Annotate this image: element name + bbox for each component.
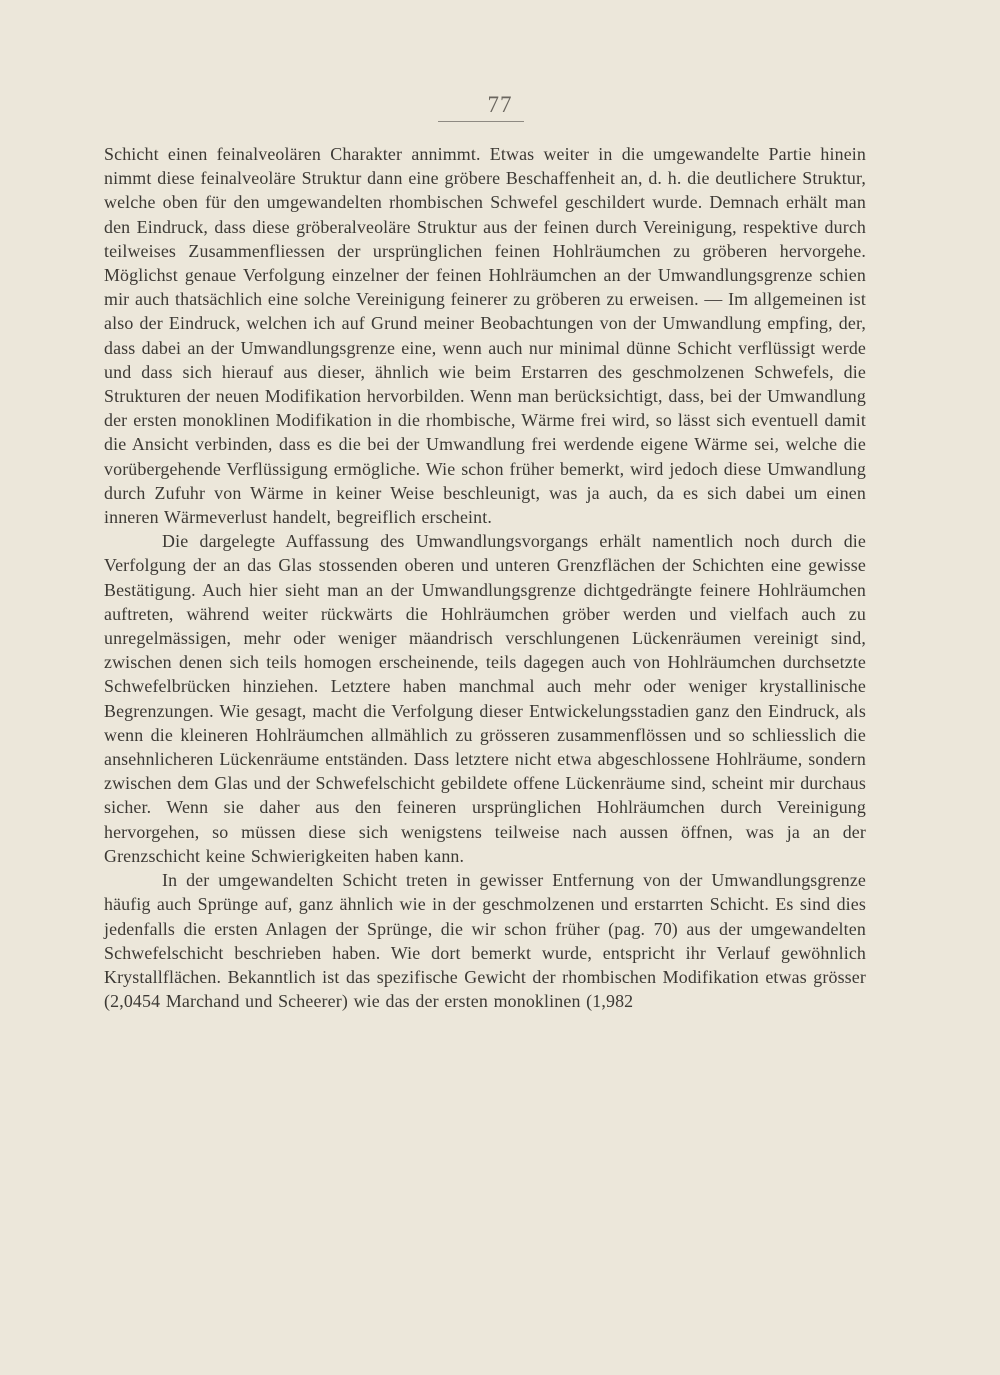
paragraph-2: Die dargelegte Auffassung des Umwandlungsvorgangs erhält namentlich noch durch die Verfolgung der an das Glas stossenden oberen und unteren Grenzflächen der Schichten eine gewisse Bestätigung. Auch hier sieht man an der Umwandlungsgrenze dichtgedrängte feinere Hohlräumchen auftreten, während weiter rückwärts die Hohlräumchen gröber werden und vielfach auch zu unregelmässigen, mehr oder weniger mäandrisch verschlungenen Lückenräumen vereinigt sind, zwischen denen sich teils homogen erscheinende, teils dagegen auch von Hohlräumchen durchsetzte Schwefelbrücken hinziehen. Letztere haben manchmal auch mehr oder weniger krystallinische Begrenzungen. Wie gesagt, macht die Verfolgung dieser Entwickelungsstadien ganz den Eindruck, als wenn die kleineren Hohlräumchen allmählich zu grösseren zusammenflössen und so schliesslich die ansehnlicheren Lückenräume entständen. Dass letztere nicht etwa abgeschlossene Hohlräume, sondern zwischen dem Glas und der Schwefelschicht gebildete offene Lückenräume sind, scheint mir durchaus sicher. Wenn sie daher aus den feineren ursprünglichen Hohlräumchen durch Vereinigung hervorgehen, so müssen diese sich wenigstens teilweise nach aussen öffnen, was ja an der Grenzschicht keine Schwierigkeiten haben kann. xyxy=(104,531,866,866)
page-number: 77 xyxy=(487,92,513,117)
body-text xyxy=(104,142,866,1013)
header-rule xyxy=(438,121,524,122)
paragraph-3: In der umgewandelten Schicht treten in gewisser Entfernung von der Umwandlungsgrenze häufig auch Sprünge auf, ganz ähnlich wie in der geschmolzenen und erstarrten Schicht. Es sind dies jedenfalls die ersten Anlagen der Sprünge, die wir schon früher (pag. 70) aus der umgewandelten Schwefelschicht beschrieben haben. Wie dort bemerkt wurde, entspricht ihr Verlauf gewöhnlich Krystallflächen. Bekanntlich ist das spezifische Gewicht der rhombischen Modifikation etwas grösser (2,0454 Marchand und Scheerer) wie das der ersten monoklinen (1,982 xyxy=(104,870,866,1012)
paragraph-1: Schicht einen feinalveolären Charakter annimmt. Etwas weiter in die umgewandelte Partie hinein nimmt diese feinalveoläre Struktur dann eine gröbere Beschaffenheit an, d. h. die deutlichere Struktur, welche oben für den umgewandelten rhombischen Schwefel geschildert wurde. Demnach erhält man den Eindruck, dass diese gröberalveoläre Struktur aus der feinen durch Vereinigung, respektive durch teilweises Zusammenfliessen der ursprünglichen feinen Hohlräumchen zu gröberen hervorgehe. Möglichst genaue Verfolgung einzelner der feinen Hohlräumchen an der Umwandlungsgrenze schien mir auch thatsächlich eine solche Vereinigung feinerer zu gröberen zu erweisen. — Im allgemeinen ist also der Eindruck, welchen ich auf Grund meiner Beobachtungen von der Umwandlung empfing, der, dass dabei an der Umwandlungsgrenze eine, wenn auch nur minimal dünne Schicht verflüssigt werde und dass sich hierauf aus dieser, ähnlich wie beim Erstarren des geschmolzenen Schwefels, die Strukturen der neuen Modifikation hervorbilden. Wenn man berücksichtigt, dass, bei der Umwandlung der ersten monoklinen Modifikation in die rhombische, Wärme frei wird, so lässt sich eventuell damit die Ansicht verbinden, dass es die bei der Umwandlung frei werdende eigene Wärme sei, welche die vorübergehende Verflüssigung ermögliche. Wie schon früher bemerkt, wird jedoch diese Umwandlung durch Zufuhr von Wärme in keiner Weise beschleunigt, was ja auch, da es sich dabei um einen inneren Wärmeverlust handelt, begreiflich erscheint. xyxy=(104,144,866,528)
